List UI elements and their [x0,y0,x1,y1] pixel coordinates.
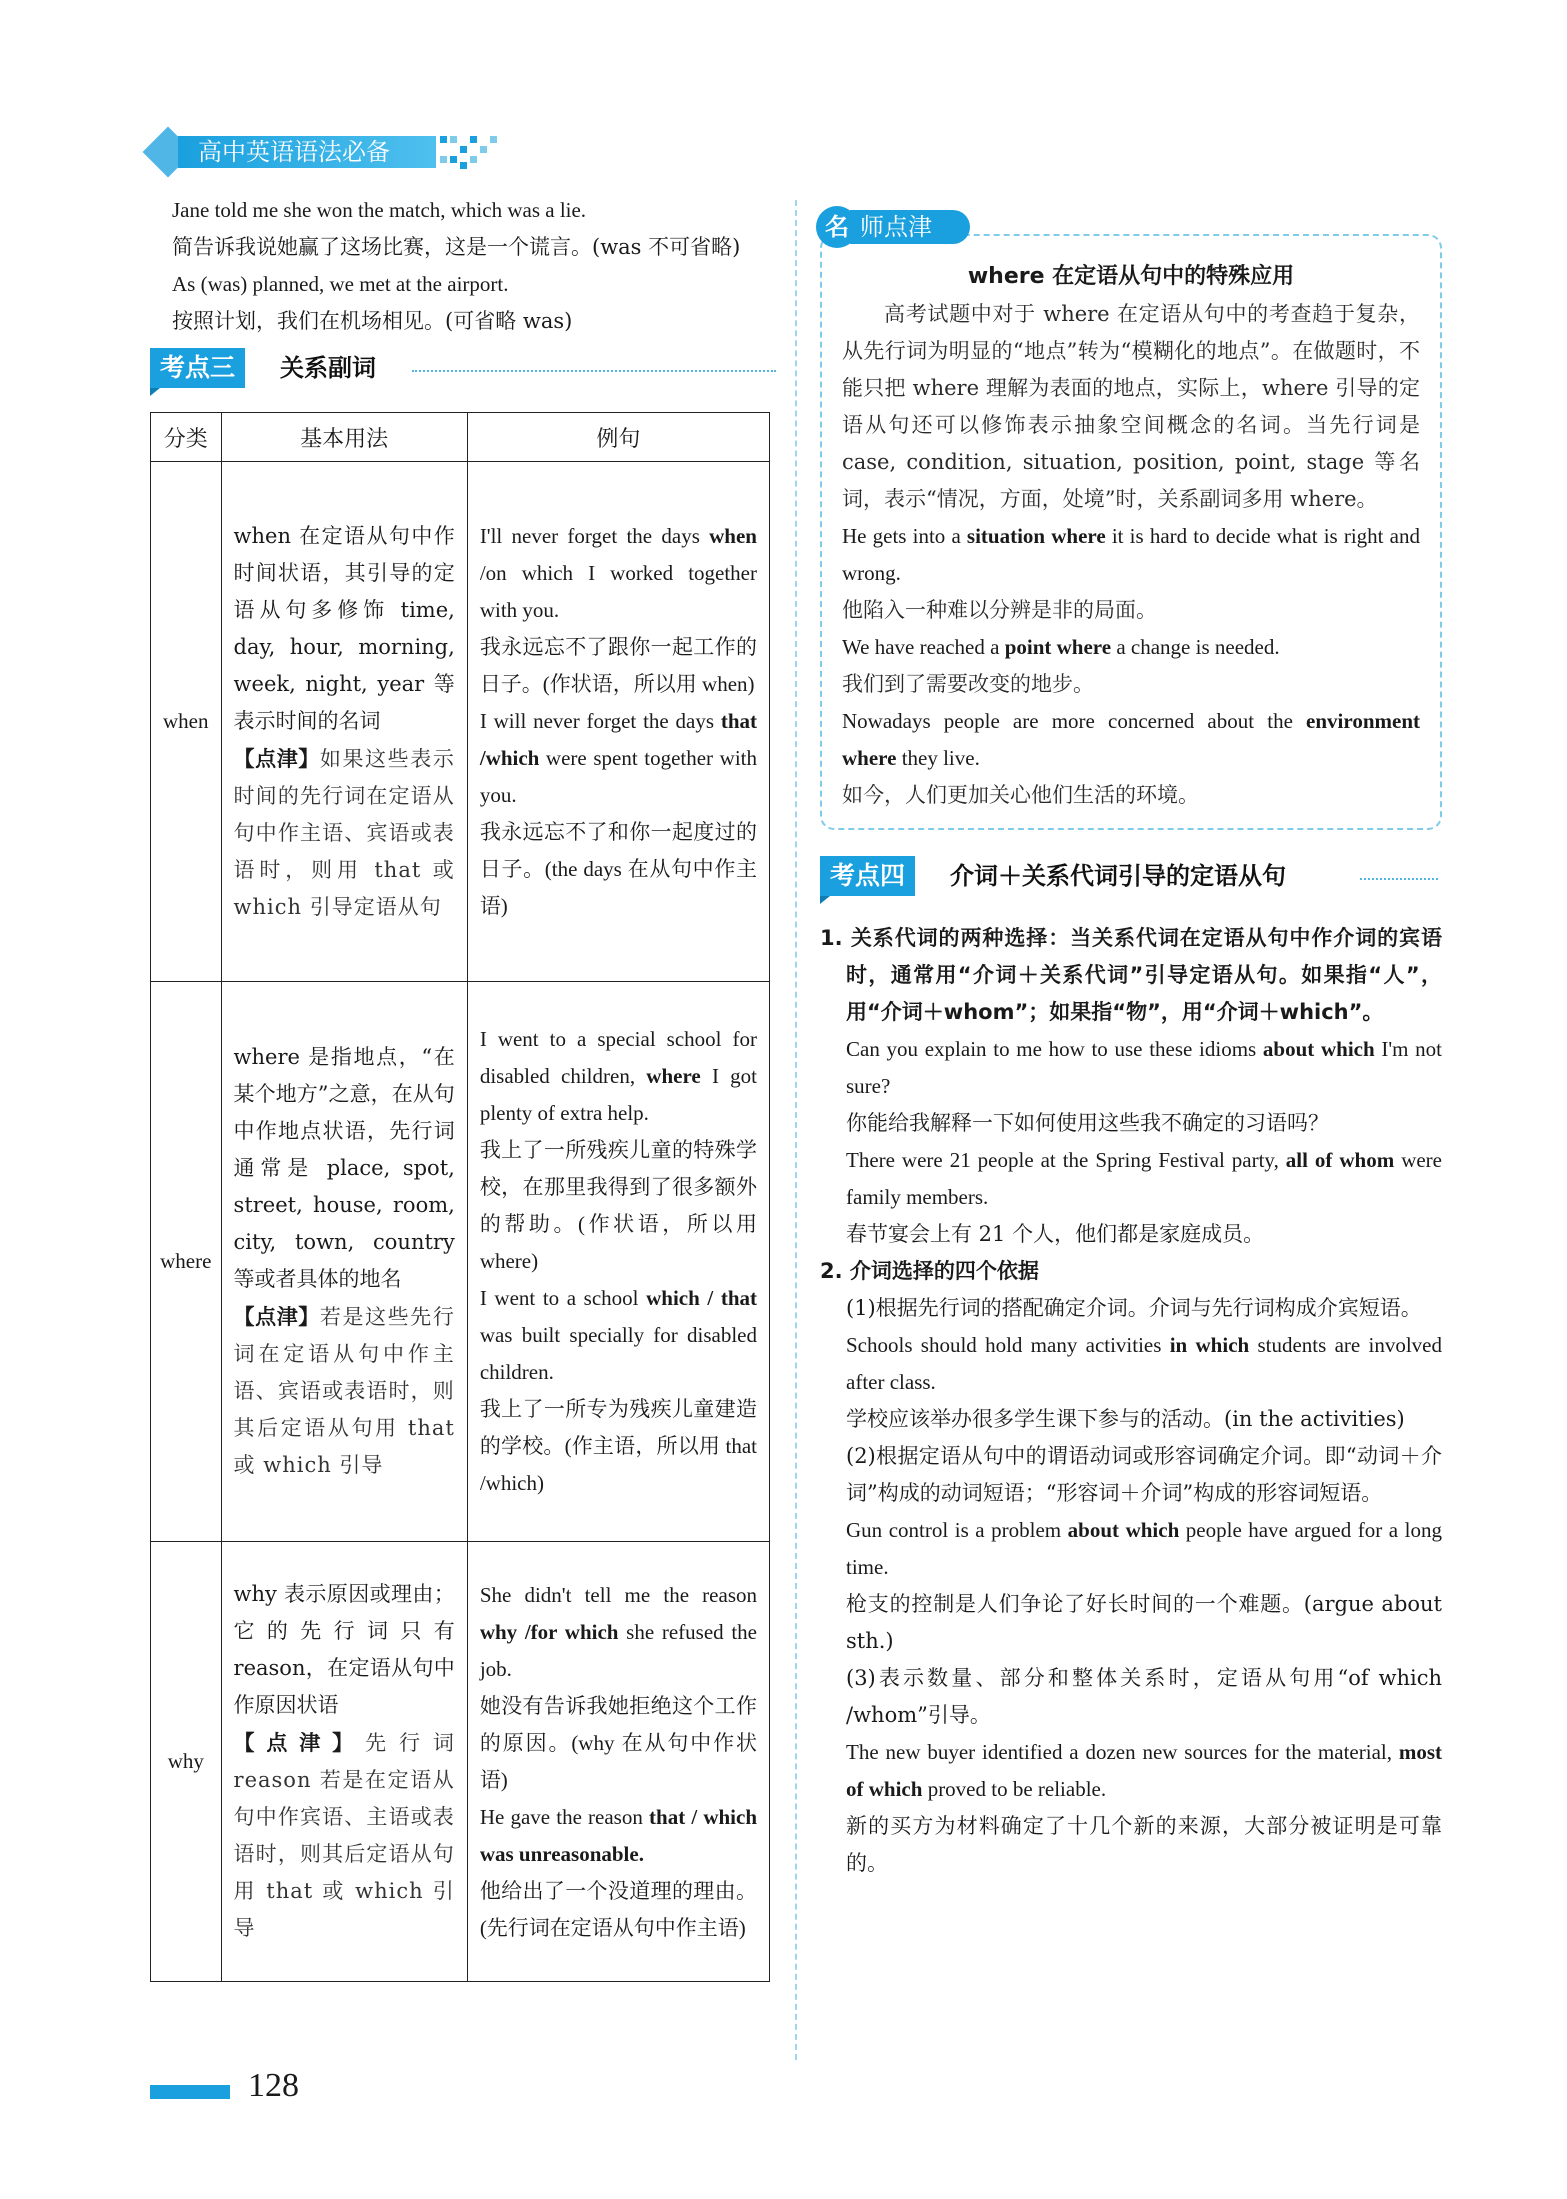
example-text: students are involved after class. [846,1333,1443,1394]
section-tag: 考点三 [150,348,245,388]
intro-line: 简告诉我说她赢了这场比赛，这是一个谎言。(was 不可省略) [172,235,741,259]
header-title: 高中英语语法必备 [178,136,436,168]
section-heading-3 [150,348,776,394]
note-text: 如果这些表示时间的先行词在定语从句中作主语、宾语或表语时，则用 that 或 which 引导定语从句 [233,746,455,919]
example-text: I went to a special school for disabled children, [479,1027,757,1088]
note-label: 【点津】 [233,1304,320,1329]
category-cell: where [151,982,222,1542]
example-text: I'll never forget the days [479,524,710,548]
right-column [820,210,1442,1882]
example-text: Nowadays people are more concerned about the [842,709,1307,733]
example-highlight: which / that [646,1286,758,1310]
example-cell [467,462,769,982]
example-text: they live. [896,746,980,770]
sub-point: (3)表示数量、部分和整体关系时，定语从句用“of which /whom”引导。 [846,1666,1442,1727]
example-highlight: that / which was unreasonable. [479,1804,757,1866]
badge-text: 师点津 [850,210,970,244]
section-tag: 考点四 [820,856,915,896]
point-1-heading: 1. 关系代词的两种选择：当关系代词在定语从句中作介词的宾语时，通常用“介词＋关系代词”引导定语从句。如果指“人”，用“介词＋whom”；如果指“物”，用“介词＋which”。 [820,926,1442,1024]
example-highlight: most of which [846,1740,1442,1801]
box-example [842,703,1420,777]
column-divider [795,200,797,2060]
table-header: 基本用法 [221,413,467,462]
example-line [846,1512,1442,1586]
example-highlight: when [709,524,757,548]
example-highlight: situation where [966,524,1106,548]
box-example [842,518,1420,592]
example-highlight: in which [1169,1333,1250,1357]
example-translation: 他给出了一个没道理的理由。(先行词在定语从句中作主语) [479,1878,757,1940]
table-row [151,462,770,982]
example-text: was built specially for disabled children. [479,1323,757,1384]
example-translation: 我上了一所专为残疾儿童建造的学校。(作主语，所以用 that /which) [479,1397,757,1495]
box-title: where 在定语从句中的特殊应用 [967,264,1295,289]
example-text: I went to a school [479,1286,647,1310]
intro-line: Jane told me she won the match, which was a lie. [172,198,587,222]
example-text: We have reached a [842,635,1005,659]
example-cell [467,1542,769,1982]
usage-text: where 是指地点，“在某个地方”之意，在从句中作地点状语，先行词通常是 place, spot, street, house, room, city, town, country 等或者具体的地名 [233,1045,455,1291]
footer-bar [150,2085,230,2099]
section-heading-4 [820,856,1438,902]
example-text: I'm not sure? [846,1037,1442,1098]
box-translation: 我们到了需要改变的地步。 [842,672,1094,696]
box-translation: 他陷入一种难以分辨是非的局面。 [842,598,1157,622]
example-text: Gun control is a problem [846,1518,1068,1542]
example-text: it is hard to decide what is right and wrong. [842,524,1420,585]
section-title: 介词＋关系代词引导的定语从句 [950,862,1286,890]
usage-text: when 在定语从句中作时间状语，其引导的定语从句多修饰 time, day, hour, morning, week, night, year 等表示时间的名词 [233,523,455,733]
example-text: were family members. [846,1148,1443,1209]
teacher-tip-box [820,213,1442,830]
example-text: a change is needed. [1111,635,1280,659]
example-line [846,1031,1442,1105]
note-label: 【点津】 [233,1730,366,1755]
example-highlight: about which [1067,1518,1180,1542]
dotted-rule [412,370,776,372]
table-row [151,1542,770,1982]
point-2-heading: 2. 介词选择的四个依据 [820,1259,1039,1283]
note-text: 若是这些先行词在定语从句中作主语、宾语或表语时，则其后定语从句用 that 或 which 引导 [233,1305,455,1477]
example-translation: 学校应该举办很多学生课下参与的活动。(in the activities) [846,1407,1405,1431]
example-highlight: about which [1262,1037,1375,1061]
table-row [151,982,770,1542]
example-translation: 我永远忘不了跟你一起工作的日子。(作状语，所以用 when) [479,635,757,696]
example-text: She didn't tell me the reason [479,1582,757,1607]
example-highlight: environment where [842,709,1420,770]
category-cell: why [151,1542,222,1982]
point-1-examples [820,1031,1442,1253]
example-translation: 新的买方为材料确定了十几个新的来源，大部分被证明是可靠的。 [846,1814,1442,1875]
intro-line: As (was) planned, we met at the airport. [172,272,509,296]
example-text: I got plenty of extra help. [479,1064,757,1125]
table-header: 分类 [151,413,222,462]
example-text: I will never forget the days [479,709,721,733]
relative-adverb-table [150,412,770,1982]
example-text: He gave the reason [479,1804,650,1829]
example-translation: 我永远忘不了和你一起度过的日子。(the days 在从句中作主语) [479,820,757,918]
table-header-row [151,413,770,462]
example-text: were spent together with you. [479,746,757,807]
example-text: people have argued for a long time. [846,1518,1443,1579]
example-text: There were 21 people at the Spring Festival party, [846,1148,1286,1172]
example-translation: 她没有告诉我她拒绝这个工作的原因。(why 在从句中作状语) [479,1693,757,1792]
left-column [160,192,776,1982]
note-text: 先行词 reason 若是在定语从句中作宾语、主语或表语时，则其后定语从句用 that 或 which 引导 [233,1731,455,1940]
example-highlight: that /which [479,709,757,770]
section-title: 关系副词 [280,354,376,382]
example-highlight: why /for which [479,1619,619,1644]
header [150,130,510,174]
example-text: The new buyer identified a dozen new sources for the material, [846,1740,1399,1764]
note-label: 【点津】 [233,745,320,771]
sub-point: (2)根据定语从句中的谓语动词或形容词确定介词。即“动词＋介词”构成的动词短语；“形容词＋介词”构成的形容词短语。 [846,1444,1442,1505]
box-example [842,629,1420,666]
example-translation: 枪支的控制是人们争论了好长时间的一个难题。(argue about sth.) [846,1592,1442,1653]
example-text: Schools should hold many activities [846,1333,1170,1357]
usage-cell [221,982,467,1542]
intro-line: 按照计划，我们在机场相见。(可省略 was) [172,309,573,333]
usage-text: why 表示原因或理由；它的先行词只有 reason，在定语从句中作原因状语 [233,1582,455,1717]
usage-cell [221,1542,467,1982]
example-text: she refused the job. [479,1619,757,1681]
example-text: He gets into a [842,524,967,548]
example-translation: 我上了一所残疾儿童的特殊学校，在那里我得到了很多额外的帮助。(作状语，所以用 where) [479,1138,757,1273]
example-cell [467,982,769,1542]
example-translation: 你能给我解释一下如何使用这些我不确定的习语吗？ [846,1111,1329,1135]
example-line [846,1327,1442,1401]
box-paragraph: 高考试题中对于 where 在定语从句中的考查趋于复杂，从先行词为明显的“地点”转为“模糊化的地点”。在做题时，不能只把 where 理解为表面的地点，实际上，where 引导的定语从句还可以修饰表示抽象空间概念的名词。当先行词是 case, condition, situation, position, point, stage 等名词，表示“情况，方面，处境”时，关系副词多用 where。 [842,302,1420,511]
sub-point: (1)根据先行词的搭配确定介词。介词与先行词构成介宾短语。 [846,1296,1422,1320]
teacher-tip-badge [816,206,976,250]
example-highlight: point where [1004,635,1112,659]
table-header: 例句 [467,413,769,462]
example-line [846,1142,1442,1216]
point-2-body [820,1290,1442,1882]
example-text: Can you explain to me how to use these idioms [846,1037,1263,1061]
pixel-dots-icon [438,132,508,172]
example-line [846,1734,1442,1808]
page-number: 128 [248,2067,299,2104]
dotted-rule [1360,878,1438,880]
usage-cell [221,462,467,982]
example-highlight: where [646,1064,701,1088]
example-highlight: all of whom [1285,1148,1395,1172]
example-text: proved to be reliable. [922,1777,1107,1801]
example-text: /on which I worked together with you. [479,561,757,622]
badge-circle: 名 [816,206,858,248]
example-translation: 春节宴会上有 21 个人，他们都是家庭成员。 [846,1222,1265,1246]
box-translation: 如今，人们更加关心他们生活的环境。 [842,783,1199,807]
category-cell: when [151,462,222,982]
